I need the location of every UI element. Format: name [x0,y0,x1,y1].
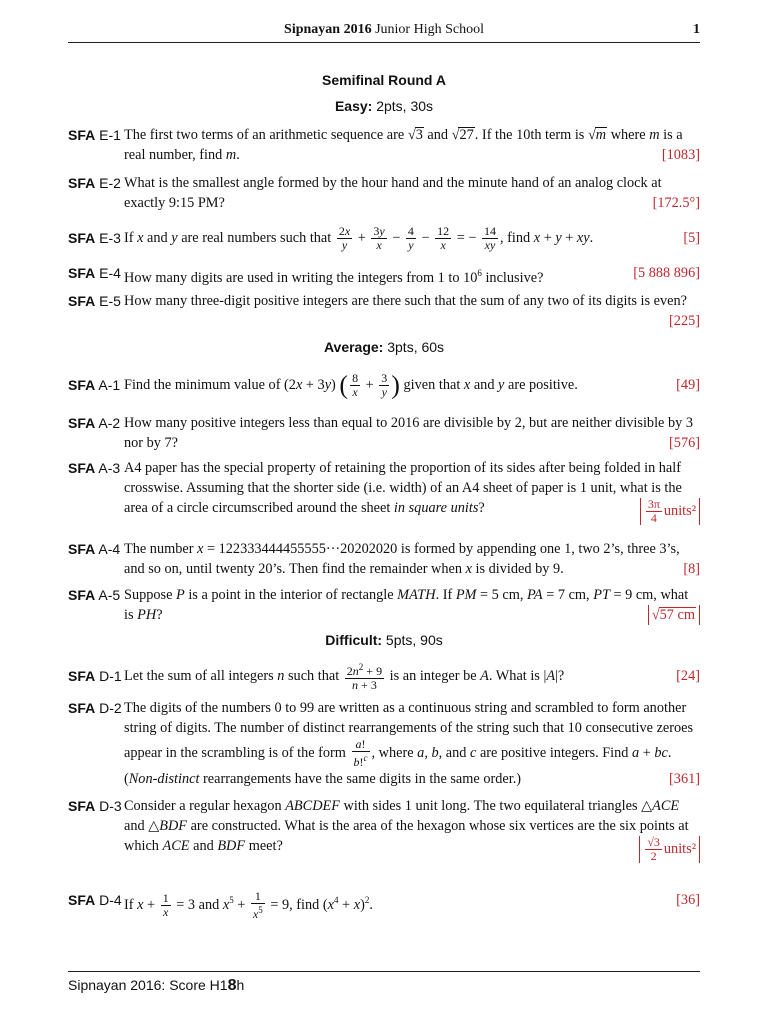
problem-label: SFA E-5 [68,293,121,309]
problem-d4: SFA D-4 If x + $\frac{1}{x}$ = 3 and $x^5$ + $\frac{1}{x^5}$ = 9, find $(x^4 + x)^2$. [36] [68,880,700,925]
problem-a1: SFA A-1 Find the minimum value of (2x + 3y) ( $\frac{8}{x}$ + $\frac{3}{y}$ ) given that x and y are positive. [49] [68,364,700,406]
page-footer: Sipnayan 2016: Score H18h [68,977,245,994]
problem-label: SFA A-5 [68,587,121,603]
problem-label: SFA E-2 [68,175,121,191]
problem-a2: SFA A-2 How many positive integers less than equal to 2016 are divisible by 2, but are neither divisible by 3 nor by 7? [576] [68,415,700,451]
answer: [8] [683,561,700,577]
answer: [172.5°] [652,195,700,211]
answer: $\frac{3\pi}{4}$ units² [640,498,700,525]
answer: √57 cm [648,605,700,625]
section-average: Average: 3pts, 60s [323,339,445,355]
round-title: Semifinal Round A [322,72,446,88]
answer: $\frac{√3}{2}$ units² [639,836,700,863]
problem-label: SFA D-1 [68,668,122,684]
problem-label: SFA E-3 [68,230,121,246]
problem-label: SFA A-3 [68,460,121,476]
problem-a4: SFA A-4 The number x = 122333444455555···20202020 is formed by appending one 1, two 2’s, three 3’s, and so on, until twenty 20’s. Then find the remainder when x is divided by 9. [8] [68,541,700,577]
answer: [361] [669,771,700,787]
problem-d2: SFA D-2 The digits of the numbers 0 to 99 are written as a continuous string and scrambled to form another string of digits. The number of distinct rearrangements of the string such that 10 consecutive zeroes appear in the scrambling is of the form $\frac{a!}{b!^c}$ , where a, b, and c are positive integers. Find a + bc. (Non-distinct rearrangements have the same digits in the same order.) [361] [68,700,700,787]
problem-e5: SFA E-5 How many three-digit positive integers are there such that the sum of any two of its digits is even? [225] [68,293,700,329]
problem-d1: SFA D-1 Let the sum of all integers n such that $\frac{2n^2 + 9}{n + 3}$ is an integer be A. What is |A|? [24] [68,656,700,696]
section-difficult: Difficult: 5pts, 90s [325,632,443,648]
problem-label: SFA E-1 [68,127,121,143]
page-header [68,20,700,43]
answer: [24] [676,668,700,684]
answer: [576] [669,435,700,451]
answer: [5] [683,230,700,246]
problem-label: SFA A-2 [68,415,121,431]
problem-label: SFA A-4 [68,541,121,557]
problem-a3: SFA A-3 A4 paper has the special property of retaining the proportion of its sides after being folded in half crosswise. Assuming that the shorter side (i.e. width) of an A4 sheet of paper is 1 unit, what is the area of a circle circumscribed around the sheet in square units? $\frac{3\pi}{4}$ units² [68,458,700,525]
answer: [225] [669,313,700,329]
header-title: Sipnayan 2016 Junior High School [284,22,484,37]
problem-e2: SFA E-2 What is the smallest angle formed by the hour hand and the minute hand of an analog clock at exactly 9:15 PM? [172.5°] [68,175,700,211]
problem-label: SFA E-4 [68,265,121,281]
answer: [1083] [661,147,700,163]
problem-label: SFA A-1 [68,377,121,393]
answer: [36] [676,892,700,908]
problem-label: SFA D-2 [68,700,122,716]
answer: [5 888 896] [633,265,700,281]
problem-a5: SFA A-5 Suppose P is a point in the interior of rectangle MATH. If PM = 5 cm, PA = 7 cm, PT = 9 cm, what is PH? √57 cm [68,585,700,625]
problem-d3: SFA D-3 Consider a regular hexagon ABCDEF with sides 1 unit long. The two equilateral triangles △ACE and △BDF are constructed. What is the area of the hexagon whose six vertices are the six points at which ACE and BDF meet? $\frac{√3}{2}$ units² [68,796,700,863]
answer: [49] [676,377,700,393]
problem-e4: SFA E-4 How many digits are used in writing the integers from 1 to $10^6$ inclusive? [5 888 896] [68,265,700,286]
problem-label: SFA D-4 [68,892,122,908]
section-easy: Easy: 2pts, 30s [334,98,434,114]
problem-e3: SFA E-3 If x and y are real numbers such that $\frac{2x}{y}$ + $\frac{3y}{x}$ − $\frac{4}{y}$ − $\frac{12}{x}$ = − $\frac{14}{xy}$ , find x + y + xy. [5] [68,218,700,258]
problem-e1: SFA E-1 The first two terms of an arithmetic sequence are √3 and √27. If the 10th term is √m where m is a real number, find m. [1083] [68,127,700,163]
problem-label: SFA D-3 [68,798,122,814]
page-number: 1 [693,22,700,37]
footer-rule [68,971,700,972]
